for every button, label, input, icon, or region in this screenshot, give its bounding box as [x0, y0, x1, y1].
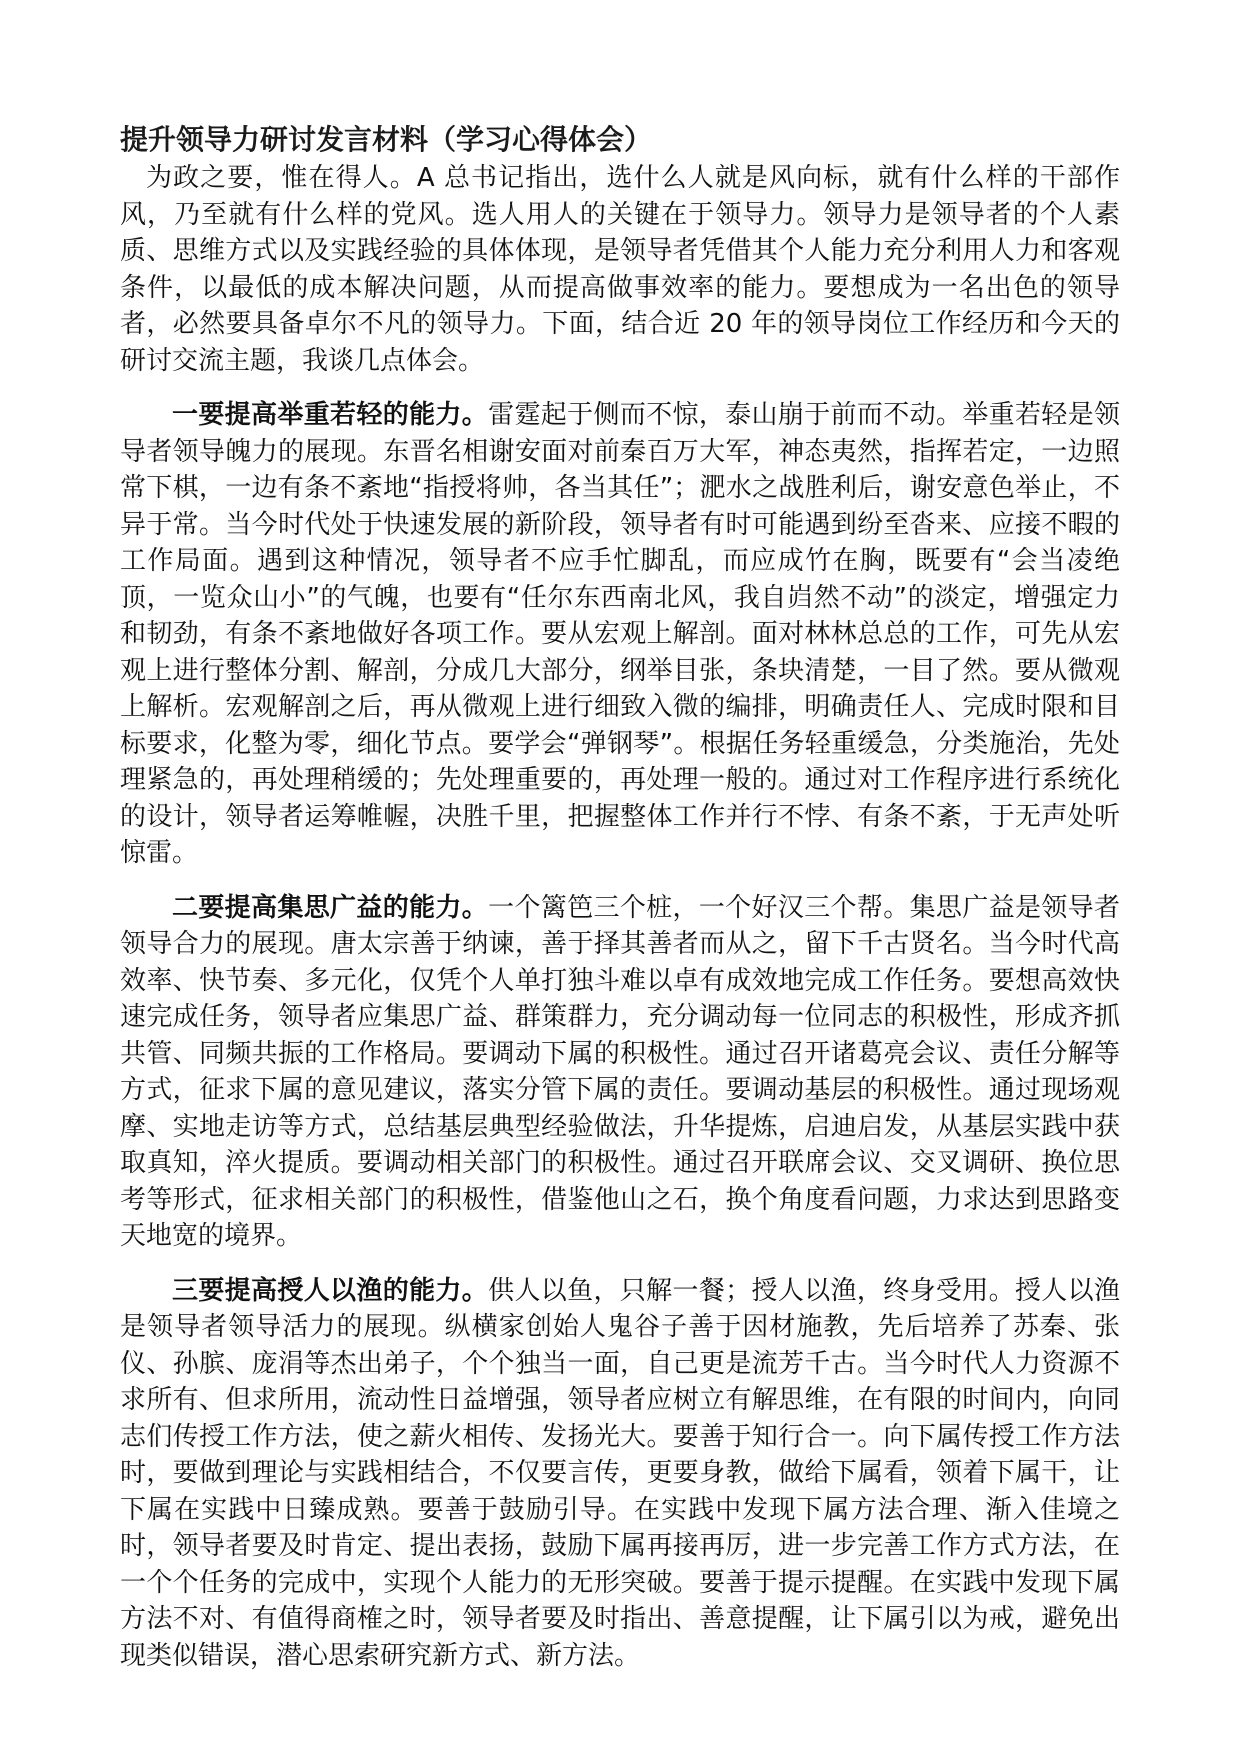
document-page: [120, 120, 1120, 1674]
section-paragraph-3: [120, 1273, 1120, 1675]
intro-paragraph: 为政之要，惟在得人。A 总书记指出，选什么人就是风向标，就有什么样的干部作风，乃至就有什么样的党风。选人用人的关键在于领导力。领导力是领导者的个人素质、思维方式以及实践经验的具体体现，是领导者凭借其个人能力充分利用人力和客观条件，以最低的成本解决问题，从而提高做事效率的能力。要想成为一名出色的领导者，必然要具备卓尔不凡的领导力。下面，结合近 20 年的领导岗位工作经历和今天的研讨交流主题，我谈几点体会。: [120, 163, 1120, 376]
section-heading-2: 二要提高集思广益的能力。: [172, 892, 489, 923]
section-paragraph-2: [120, 890, 1120, 1255]
section-heading-3: 三要提高授人以渔的能力。: [172, 1275, 489, 1306]
section-body-3: 供人以鱼，只解一餐；授人以渔，终身受用。授人以渔是领导者领导活力的展现。纵横家创始人鬼谷子善于因材施教，先后培养了苏秦、张仪、孙膑、庞涓等杰出弟子，个个独当一面，自己更是流芳千古。当今时代人力资源不求所有、但求所用，流动性日益增强，领导者应树立有解思维，在有限的时间内，向同志们传授工作方法，使之薪火相传、发扬光大。要善于知行合一。向下属传授工作方法时，要做到理论与实践相结合，不仅要言传，更要身教，做给下属看，领着下属干，让下属在实践中日臻成熟。要善于鼓励引导。在实践中发现下属方法合理、渐入佳境之时，领导者要及时肯定、提出表扬，鼓励下属再接再厉，进一步完善工作方式方法，在一个个任务的完成中，实现个人能力的无形突破。要善于提示提醒。在实践中发现下属方法不对、有值得商榷之时，领导者要及时指出、善意提醒，让下属引以为戒，避免出现类似错误，潜心思索研究新方式、新方法。: [120, 1275, 1120, 1671]
section-body-1: 雷霆起于侧而不惊，泰山崩于前而不动。举重若轻是领导者领导魄力的展现。东晋名相谢安面对前秦百万大军，神态夷然，指挥若定，一边照常下棋，一边有条不紊地“指授将帅，各当其任”；淝水之战胜利后，谢安意色举止，不异于常。当今时代处于快速发展的新阶段，领导者有时可能遇到纷至沓来、应接不暇的工作局面。遇到这种情况，领导者不应手忙脚乱，而应成竹在胸，既要有“会当凌绝顶，一览众山小”的气魄，也要有“任尔东西南北风，我自岿然不动”的淡定，增强定力和韧劲，有条不紊地做好各项工作。要从宏观上解剖。面对林林总总的工作，可先从宏观上进行整体分割、解剖，分成几大部分，纲举目张，条块清楚，一目了然。要从微观上解析。宏观解剖之后，再从微观上进行细致入微的编排，明确责任人、完成时限和目标要求，化整为零，细化节点。要学会“弹钢琴”。根据任务轻重缓急，分类施治，先处理紧急的，再处理稍缓的；先处理重要的，再处理一般的。通过对工作程序进行系统化的设计，领导者运筹帷幄，决胜千里，把握整体工作并行不悖、有条不紊，于无声处听惊雷。: [120, 400, 1120, 868]
section-heading-1: 一要提高举重若轻的能力。: [172, 400, 489, 430]
document-title: 提升领导力研讨发言材料（学习心得体会）: [120, 123, 653, 156]
section-paragraph-1: [120, 397, 1120, 872]
section-body-2: 一个篱笆三个桩，一个好汉三个帮。集思广益是领导者领导合力的展现。唐太宗善于纳谏，善于择其善者而从之，留下千古贤名。当今时代高效率、快节奏、多元化，仅凭个人单打独斗难以卓有成效地完成工作任务。要想高效快速完成任务，领导者应集思广益、群策群力，充分调动每一位同志的积极性，形成齐抓共管、同频共振的工作格局。要调动下属的积极性。通过召开诸葛亮会议、责任分解等方式，征求下属的意见建议，落实分管下属的责任。要调动基层的积极性。通过现场观摩、实地走访等方式，总结基层典型经验做法，升华提炼，启迪启发，从基层实践中获取真知，淬火提质。要调动相关部门的积极性。通过召开联席会议、交叉调研、换位思考等形式，征求相关部门的积极性，借鉴他山之石，换个角度看问题，力求达到思路变天地宽的境界。: [120, 892, 1120, 1251]
